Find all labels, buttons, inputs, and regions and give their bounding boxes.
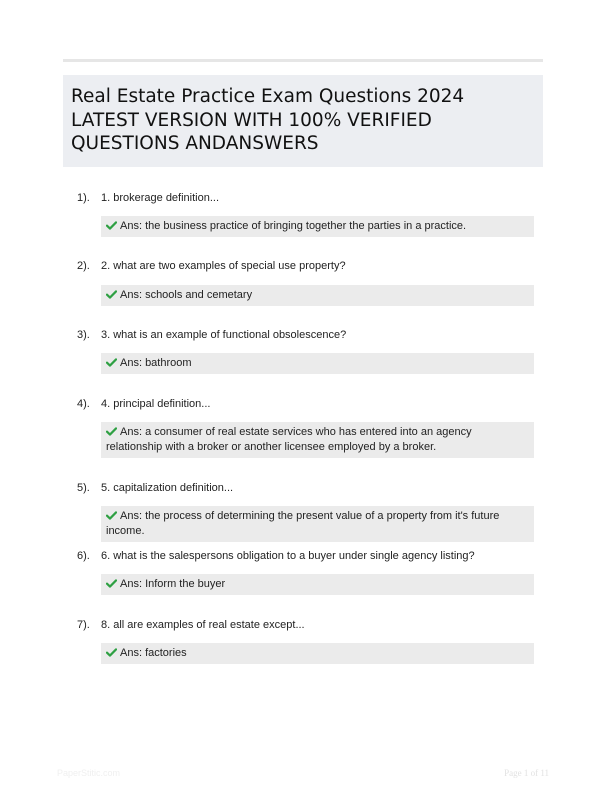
question-number: 4). xyxy=(77,398,90,410)
document-title: Real Estate Practice Exam Questions 2024 LATEST VERSION WITH 100% VERIFIED QUESTIONS ANDANSWERS xyxy=(71,86,465,154)
answer-text: Ans: the business practice of bringing together the parties in a practice. xyxy=(120,220,467,232)
footer-watermark: PaperStitic.com xyxy=(57,768,121,778)
question-number: 7). xyxy=(77,619,90,631)
answer-box xyxy=(101,353,534,374)
check-icon xyxy=(106,358,117,367)
check-icon xyxy=(106,511,117,520)
answer-text: Ans: Inform the buyer xyxy=(120,578,226,590)
answer-text: Ans: the process of determining the present value of a property from it's future income. xyxy=(106,510,500,537)
top-divider xyxy=(63,59,543,62)
answer-box xyxy=(101,422,534,458)
answer-text: Ans: a consumer of real estate services who has entered into an agency relationship with a broker or another licensee employed by a broker. xyxy=(106,426,472,453)
title-banner xyxy=(63,75,543,167)
question-number: 1). xyxy=(77,192,90,204)
answer-text: Ans: bathroom xyxy=(120,357,192,369)
question-number: 5). xyxy=(77,482,90,494)
question-text: 4. principal definition... xyxy=(101,398,211,410)
answer-box xyxy=(101,216,534,237)
question-number: 6). xyxy=(77,550,90,562)
check-icon xyxy=(106,579,117,588)
answer-text: Ans: factories xyxy=(120,647,187,659)
question-text: 8. all are examples of real estate except... xyxy=(101,619,305,631)
check-icon xyxy=(106,427,117,436)
answer-text: Ans: schools and cemetary xyxy=(120,289,253,301)
question-number: 3). xyxy=(77,329,90,341)
question-text: 2. what are two examples of special use property? xyxy=(101,260,346,272)
question-number: 2). xyxy=(77,260,90,272)
question-text: 6. what is the salespersons obligation to a buyer under single agency listing? xyxy=(101,550,475,562)
question-text: 5. capitalization definition... xyxy=(101,482,234,494)
answer-box xyxy=(101,574,534,595)
answer-box xyxy=(101,285,534,306)
check-icon xyxy=(106,290,117,299)
check-icon xyxy=(106,648,117,657)
answer-box xyxy=(101,506,534,542)
page-number: Page 1 of 11 xyxy=(504,768,549,778)
question-text: 3. what is an example of functional obsolescence? xyxy=(101,329,347,341)
answer-box xyxy=(101,643,534,664)
question-text: 1. brokerage definition... xyxy=(101,192,220,204)
check-icon xyxy=(106,221,117,230)
